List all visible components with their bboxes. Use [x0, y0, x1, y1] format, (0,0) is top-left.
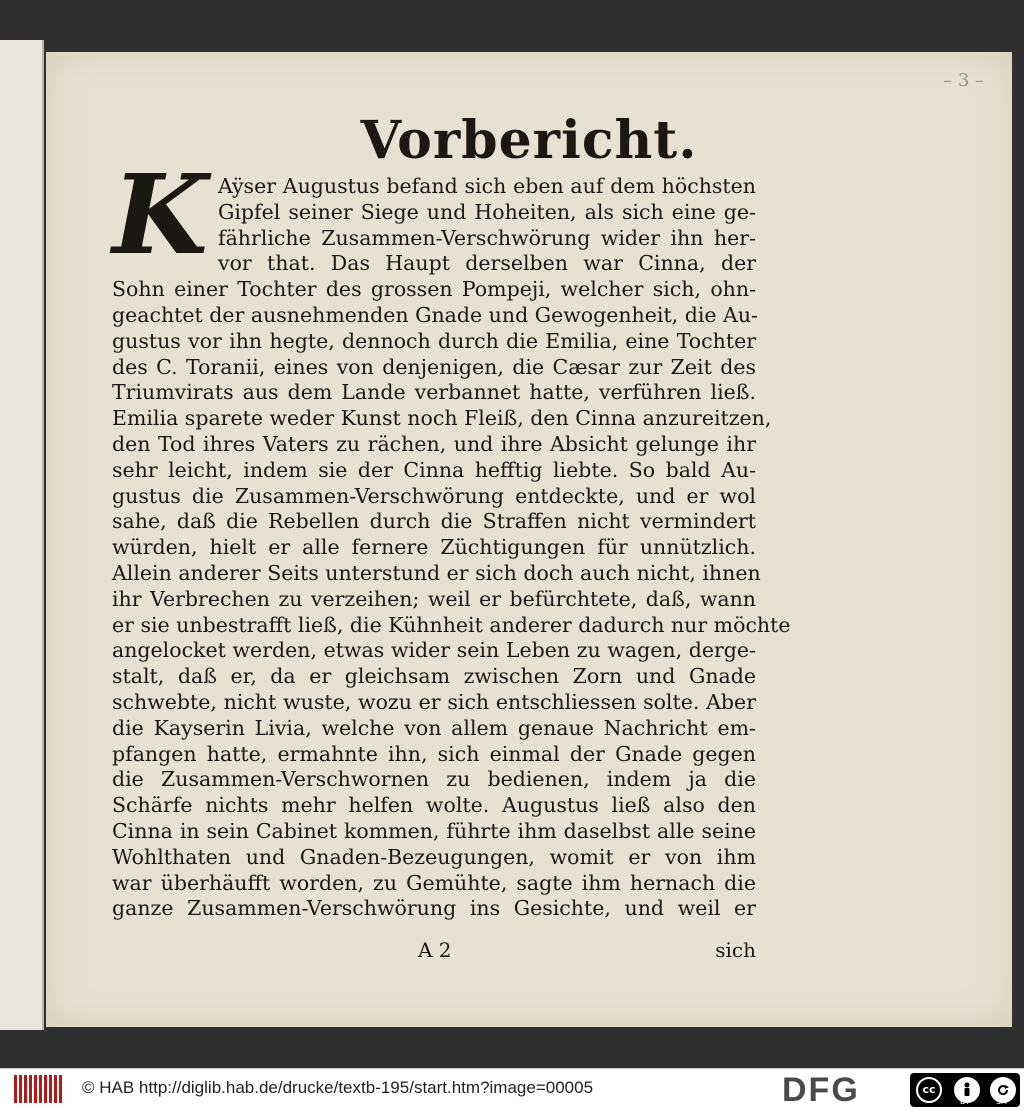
dfg-logo[interactable]: DFG — [782, 1071, 860, 1109]
text-line: die Kayserin Livia, welche von allem genaue Nachricht em- — [112, 715, 756, 740]
text-line: den Tod ihres Vaters zu rächen, und ihre Absicht gelunge ihr — [112, 431, 756, 456]
text-line: er sie unbestrafft ließ, die Kühnheit anderer dadurch nur möchte — [112, 612, 791, 637]
license-badge[interactable] — [910, 1073, 1020, 1107]
page-heading: Vorbericht. — [360, 110, 698, 171]
text-line: sahe, daß die Rebellen durch die Straffen nicht vermindert — [112, 509, 756, 534]
text-line: Sohn einer Tochter des grossen Pompeji, welcher sich, ohn- — [112, 277, 756, 302]
page-footer-line — [112, 938, 756, 964]
text-line: gustus die Zusammen-Verschwörung entdeckte, und er wol — [112, 483, 756, 508]
text-line: ihr Verbrechen zu verzeihen; weil er befürchtete, daß, wann — [112, 586, 756, 611]
text-line: vor that. Das Haupt derselben war Cinna, der — [218, 251, 756, 276]
text-line: würden, hielt er alle fernere Züchtigungen für unnützlich. — [112, 535, 756, 560]
text-line: Allein anderer Seits unterstund er sich doch auch nicht, ihnen — [112, 560, 761, 585]
text-line: Wohlthaten und Gnaden-Bezeugungen, womit er von ihm — [112, 844, 756, 869]
decorative-initial: K — [112, 150, 208, 279]
by-label: BY — [960, 1097, 970, 1106]
text-line: schwebte, nicht wuste, wozu er sich entschliessen solte. Aber — [112, 689, 756, 714]
previous-page-edge — [0, 40, 44, 1030]
copyright-link[interactable]: © HAB http://diglib.hab.de/drucke/textb-195/start.htm?image=00005 — [82, 1078, 594, 1097]
text-line: geachtet der ausnehmenden Gnade und Gewogenheit, die Au- — [112, 302, 758, 327]
body-text — [112, 174, 791, 922]
text-line: Cinna in sein Cabinet kommen, führte ihm daselbst alle seine — [112, 818, 756, 843]
text-line: angelocket werden, etwas wider sein Leben zu wagen, derge- — [112, 638, 756, 663]
viewer-footer — [0, 1068, 1024, 1110]
sa-label: SA — [996, 1097, 1007, 1106]
text-line: gustus vor ihn hegte, dennoch durch die Emilia, eine Tochter — [112, 328, 756, 353]
text-line: des C. Toranii, eines von denjenigen, die Cæsar zur Zeit des — [112, 354, 756, 379]
text-line: Triumvirats aus dem Lande verbannet hatte, verführen ließ. — [112, 380, 756, 405]
hab-logo-icon[interactable] — [14, 1075, 66, 1103]
page-number: – 3 – — [943, 70, 984, 91]
text-line: ganze Zusammen-Verschwörung ins Gesichte, und weil er — [112, 896, 756, 921]
text-line: stalt, daß er, da er gleichsam zwischen Zorn und Gnade — [112, 664, 756, 689]
text-line: fährliche Zusammen-Verschwörung wider ihn her- — [218, 225, 756, 250]
text-line: Emilia sparete weder Kunst noch Fleiß, den Cinna anzureitzen, — [112, 406, 772, 431]
signature-mark: A 2 — [418, 938, 452, 962]
text-line: Schärfe nichts mehr helfen wolte. Augustus ließ also den — [112, 793, 756, 818]
text-line: Gipfel seiner Siege und Hoheiten, als sich eine ge- — [218, 199, 756, 224]
book-page — [46, 52, 1012, 1027]
text-line: Aÿser Augustus befand sich eben auf dem höchsten — [218, 174, 756, 198]
catchword: sich — [715, 938, 756, 962]
cc-icon: cc — [916, 1077, 942, 1103]
text-line: sehr leicht, indem sie der Cinna hefftig liebte. So bald Au- — [112, 457, 756, 482]
text-line: die Zusammen-Verschwornen zu bedienen, indem ja die — [112, 767, 756, 792]
text-line: pfangen hatte, ermahnte ihn, sich einmal der Gnade gegen — [112, 741, 756, 766]
text-line: war überhäufft worden, zu Gemühte, sagte ihm hernach die — [112, 870, 756, 895]
